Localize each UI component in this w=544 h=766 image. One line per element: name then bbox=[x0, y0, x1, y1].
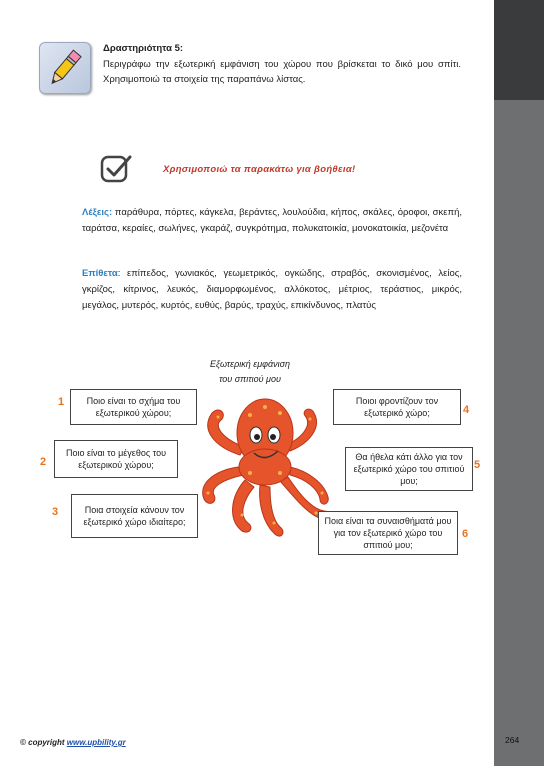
question-box-1 bbox=[70, 389, 197, 425]
side-title: Γραπτός Λόγος Γ-Δ Δημοτικού | ΤΟ ΣΠΙΤΙ, Η ΓΕΙΤΟΝΙΑ, Ο ΤΟΠΟΣ bbox=[15, 124, 32, 602]
question-text-2: Ποιο είναι το μέγεθος του εξωτερικού χώρου; bbox=[65, 448, 167, 470]
activity-text: Περιγράφω την εξωτερική εμφάνιση του χώρου που βρίσκεται το δικό μου σπίτι. Χρησιμοποιώ τα στοιχεία της παραπάνω λίστας. bbox=[103, 59, 461, 85]
question-box-3 bbox=[71, 494, 198, 538]
question-text-4: Ποιοι φροντίζουν τον εξωτερικό χώρο; bbox=[355, 396, 439, 418]
help-text: Χρησιμοποιώ τα παρακάτω για βοήθεια! bbox=[163, 164, 356, 175]
pencil-icon bbox=[39, 42, 91, 94]
question-number-5: 5 bbox=[474, 459, 481, 471]
question-number-2: 2 bbox=[40, 456, 47, 468]
diagram-title-line1: Εξωτερική εμφάνιση bbox=[209, 359, 291, 369]
diagram-title bbox=[190, 357, 310, 387]
page-number: 264 bbox=[505, 735, 520, 745]
words-paragraph bbox=[82, 205, 462, 237]
question-number-4: 4 bbox=[463, 404, 470, 416]
copyright bbox=[20, 738, 126, 747]
side-band bbox=[494, 0, 544, 766]
activity-title: Δραστηριότητα 5: bbox=[103, 43, 184, 54]
adjectives-label: Επίθετα bbox=[82, 268, 118, 279]
question-text-3: Ποια στοιχεία κάνουν τον εξωτερικό χώρο ιδιαίτερο; bbox=[83, 505, 186, 527]
side-title-container bbox=[0, 0, 50, 766]
checkmark-icon bbox=[99, 152, 133, 191]
question-box-4 bbox=[333, 389, 461, 425]
question-box-6 bbox=[318, 511, 458, 555]
side-band-top bbox=[494, 0, 544, 100]
words-label: Λέξεις: bbox=[82, 207, 113, 218]
adjectives-list: : επίπεδος, γωνιακός, γεωμετρικός, ογκώδης, στραβός, σκονισμένος, λείος, γκρίζος, κίτρινος, λευκός, διαμορφωμένος, αλλόκοτος, μέτριος, τεράστιος, μικρός, μεγάλος, μυτερός, κυρτός, ευθύς, βαρύς, τραχύς, επικίνδυνος, πλατύς bbox=[82, 268, 462, 311]
words-list: παράθυρα, πόρτες, κάγκελα, βεράντες, λουλούδια, κήπος, σκάλες, όροφοι, σκεπή, ταράτσα, κεραίες, σωλήνες, γκαράζ, συγκρότημα, πολυκατοικία, μονοκατοικία, μεζονέτα bbox=[82, 207, 462, 234]
question-text-6: Ποια είναι τα συναισθήματά μου για τον εξωτερικό χώρο του σπιτιού μου; bbox=[324, 516, 452, 550]
question-text-5: Θα ήθελα κάτι άλλο για τον εξωτερικό χώρο του σπιτιού μου; bbox=[353, 452, 465, 486]
question-text-1: Ποιο είναι το σχήμα του εξωτερικού χώρου; bbox=[86, 396, 181, 418]
question-number-6: 6 bbox=[462, 528, 469, 540]
copyright-label: © copyright bbox=[20, 738, 67, 747]
adjectives-paragraph bbox=[82, 266, 462, 314]
question-number-1: 1 bbox=[58, 396, 65, 408]
diagram-title-line2: του σπιτιού μου bbox=[219, 374, 281, 384]
question-box-5 bbox=[345, 447, 473, 491]
question-number-3: 3 bbox=[52, 506, 59, 518]
question-box-2 bbox=[54, 440, 178, 478]
copyright-link[interactable]: www.upbility.gr bbox=[66, 738, 126, 747]
